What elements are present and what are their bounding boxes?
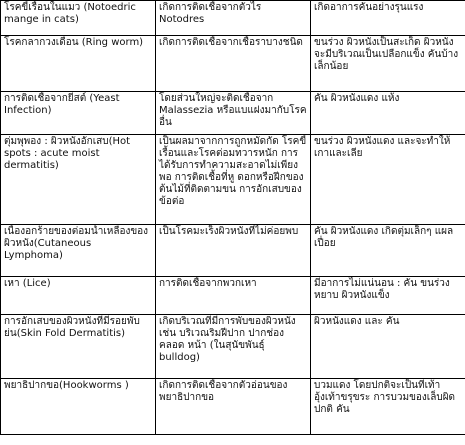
cause-text: การติดเชื้อจากพวกเหา [159,278,257,289]
cause-cell [156,1,311,36]
table-row [1,277,465,315]
table-row [1,92,465,135]
table-row [1,36,465,92]
cause-text: เกิดการติดเชื้อจากเชื้อราบางชนิด [159,37,303,48]
disease-name: เหา (Lice) [4,278,51,289]
cause-cell [156,135,311,225]
disease-name-cell [1,315,156,379]
symptom-text: ขนร่วง ผิวหนังแดง และจะทำให้เกาและเลีย [314,136,451,159]
disease-name-cell [1,36,156,92]
symptom-cell [311,1,465,36]
symptom-text: ขนร่วง ผิวหนังเป็นสะเก็ด ผิวหนังจะมีบริเวณเป็นเปลือกแข็ง คันบ้างเล็กน้อย [314,37,459,72]
symptom-text: คัน ผิวหนังแดง เกิดตุ่มเล็กๆ แผลเปื่อย [314,226,454,249]
symptom-text: เกิดอาการคันอย่างรุนแรง [314,2,424,13]
cause-cell [156,92,311,135]
symptom-cell [311,92,465,135]
disease-name-cell [1,135,156,225]
disease-name: โรคขี้เรื้อนในแมว (Notoedric mange in cats) [4,2,136,25]
cause-text: เกิดบริเวณที่มีการพับของผิวหนัง เช่น บริเวณริมฝีปาก ปากช่องคลอด หน้า (ในสุนัขพันธุ์ bulldog) [159,316,296,363]
table-row [1,379,465,435]
disease-name-cell [1,92,156,135]
disease-name-cell [1,1,156,36]
cause-cell [156,315,311,379]
disease-name: การอักเสบของผิวหนังที่มีรอยพับย่น(Skin Fold Dermatitis) [4,316,140,339]
symptom-cell [311,225,465,277]
symptom-cell [311,315,465,379]
table-row [1,1,465,36]
cause-text: โดยส่วนใหญ่จะติดเชื้อจาก Malassezia หรือแบแฝงมากับโรคอื่น [159,93,307,128]
cause-text: เกิดการติดเชื้อจากตัวไร Notodres [159,2,262,25]
table-row [1,135,465,225]
symptom-text: บวมแดง โดยปกติจะเป็นที่เท้า อุ้งเท้าขรุขระ การบวมของเล็บผิดปกติ คัน [314,380,456,415]
symptom-cell [311,135,465,225]
symptom-text: ผิวหนังแดง และ คัน [314,316,400,327]
table-row [1,225,465,277]
symptom-cell [311,379,465,435]
symptom-cell [311,277,465,315]
disease-name: การติดเชื้อจากยีสต์ (Yeast Infection) [4,93,120,116]
table-row [1,315,465,379]
disease-name: โรคกลากวงเดือน (Ring worm) [4,37,144,48]
symptom-text: มีอาการไม่แน่นอน : คัน ขนร่วง หยาบ ผิวหนังแข็ง [314,278,450,301]
cause-cell [156,277,311,315]
cause-cell [156,225,311,277]
symptom-cell [311,36,465,92]
symptom-text: คัน ผิวหนังแดง แห้ง [314,93,400,104]
disease-name-cell [1,277,156,315]
disease-name: เนื้องอกร้ายของต่อมน้ำเหลืองของผิวหนัง(Cutaneous Lymphoma) [4,226,149,261]
disease-name: พยาธิปากขอ(Hookworms ) [4,380,129,391]
disease-name: ตุ่มพุพอง : ผิวหนังอักเสบ(Hot spots : acute moist dermatitis) [4,136,131,171]
cause-text: เป็นผลมาจากการถูกหมัดกัด โรคขี้เรื้อนและโรคต่อมทวารหนัก การได้รับการทำความสะอาดไม่เพียงพอ การติดเชื้อที่หู ดอกหรือฝีกของต้นไม้ที่ติดตามขน การอักเสบของข้อต่อ [159,136,307,207]
cause-cell [156,36,311,92]
disease-name-cell [1,379,156,435]
disease-name-cell [1,225,156,277]
cause-cell [156,379,311,435]
cause-text: เกิดการติดเชื้อจากตัวอ่อนของพยาธิปากขอ [159,380,288,403]
cause-text: เป็นโรคมะเร็งผิวหนังที่ไม่ค่อยพบ [159,226,299,237]
